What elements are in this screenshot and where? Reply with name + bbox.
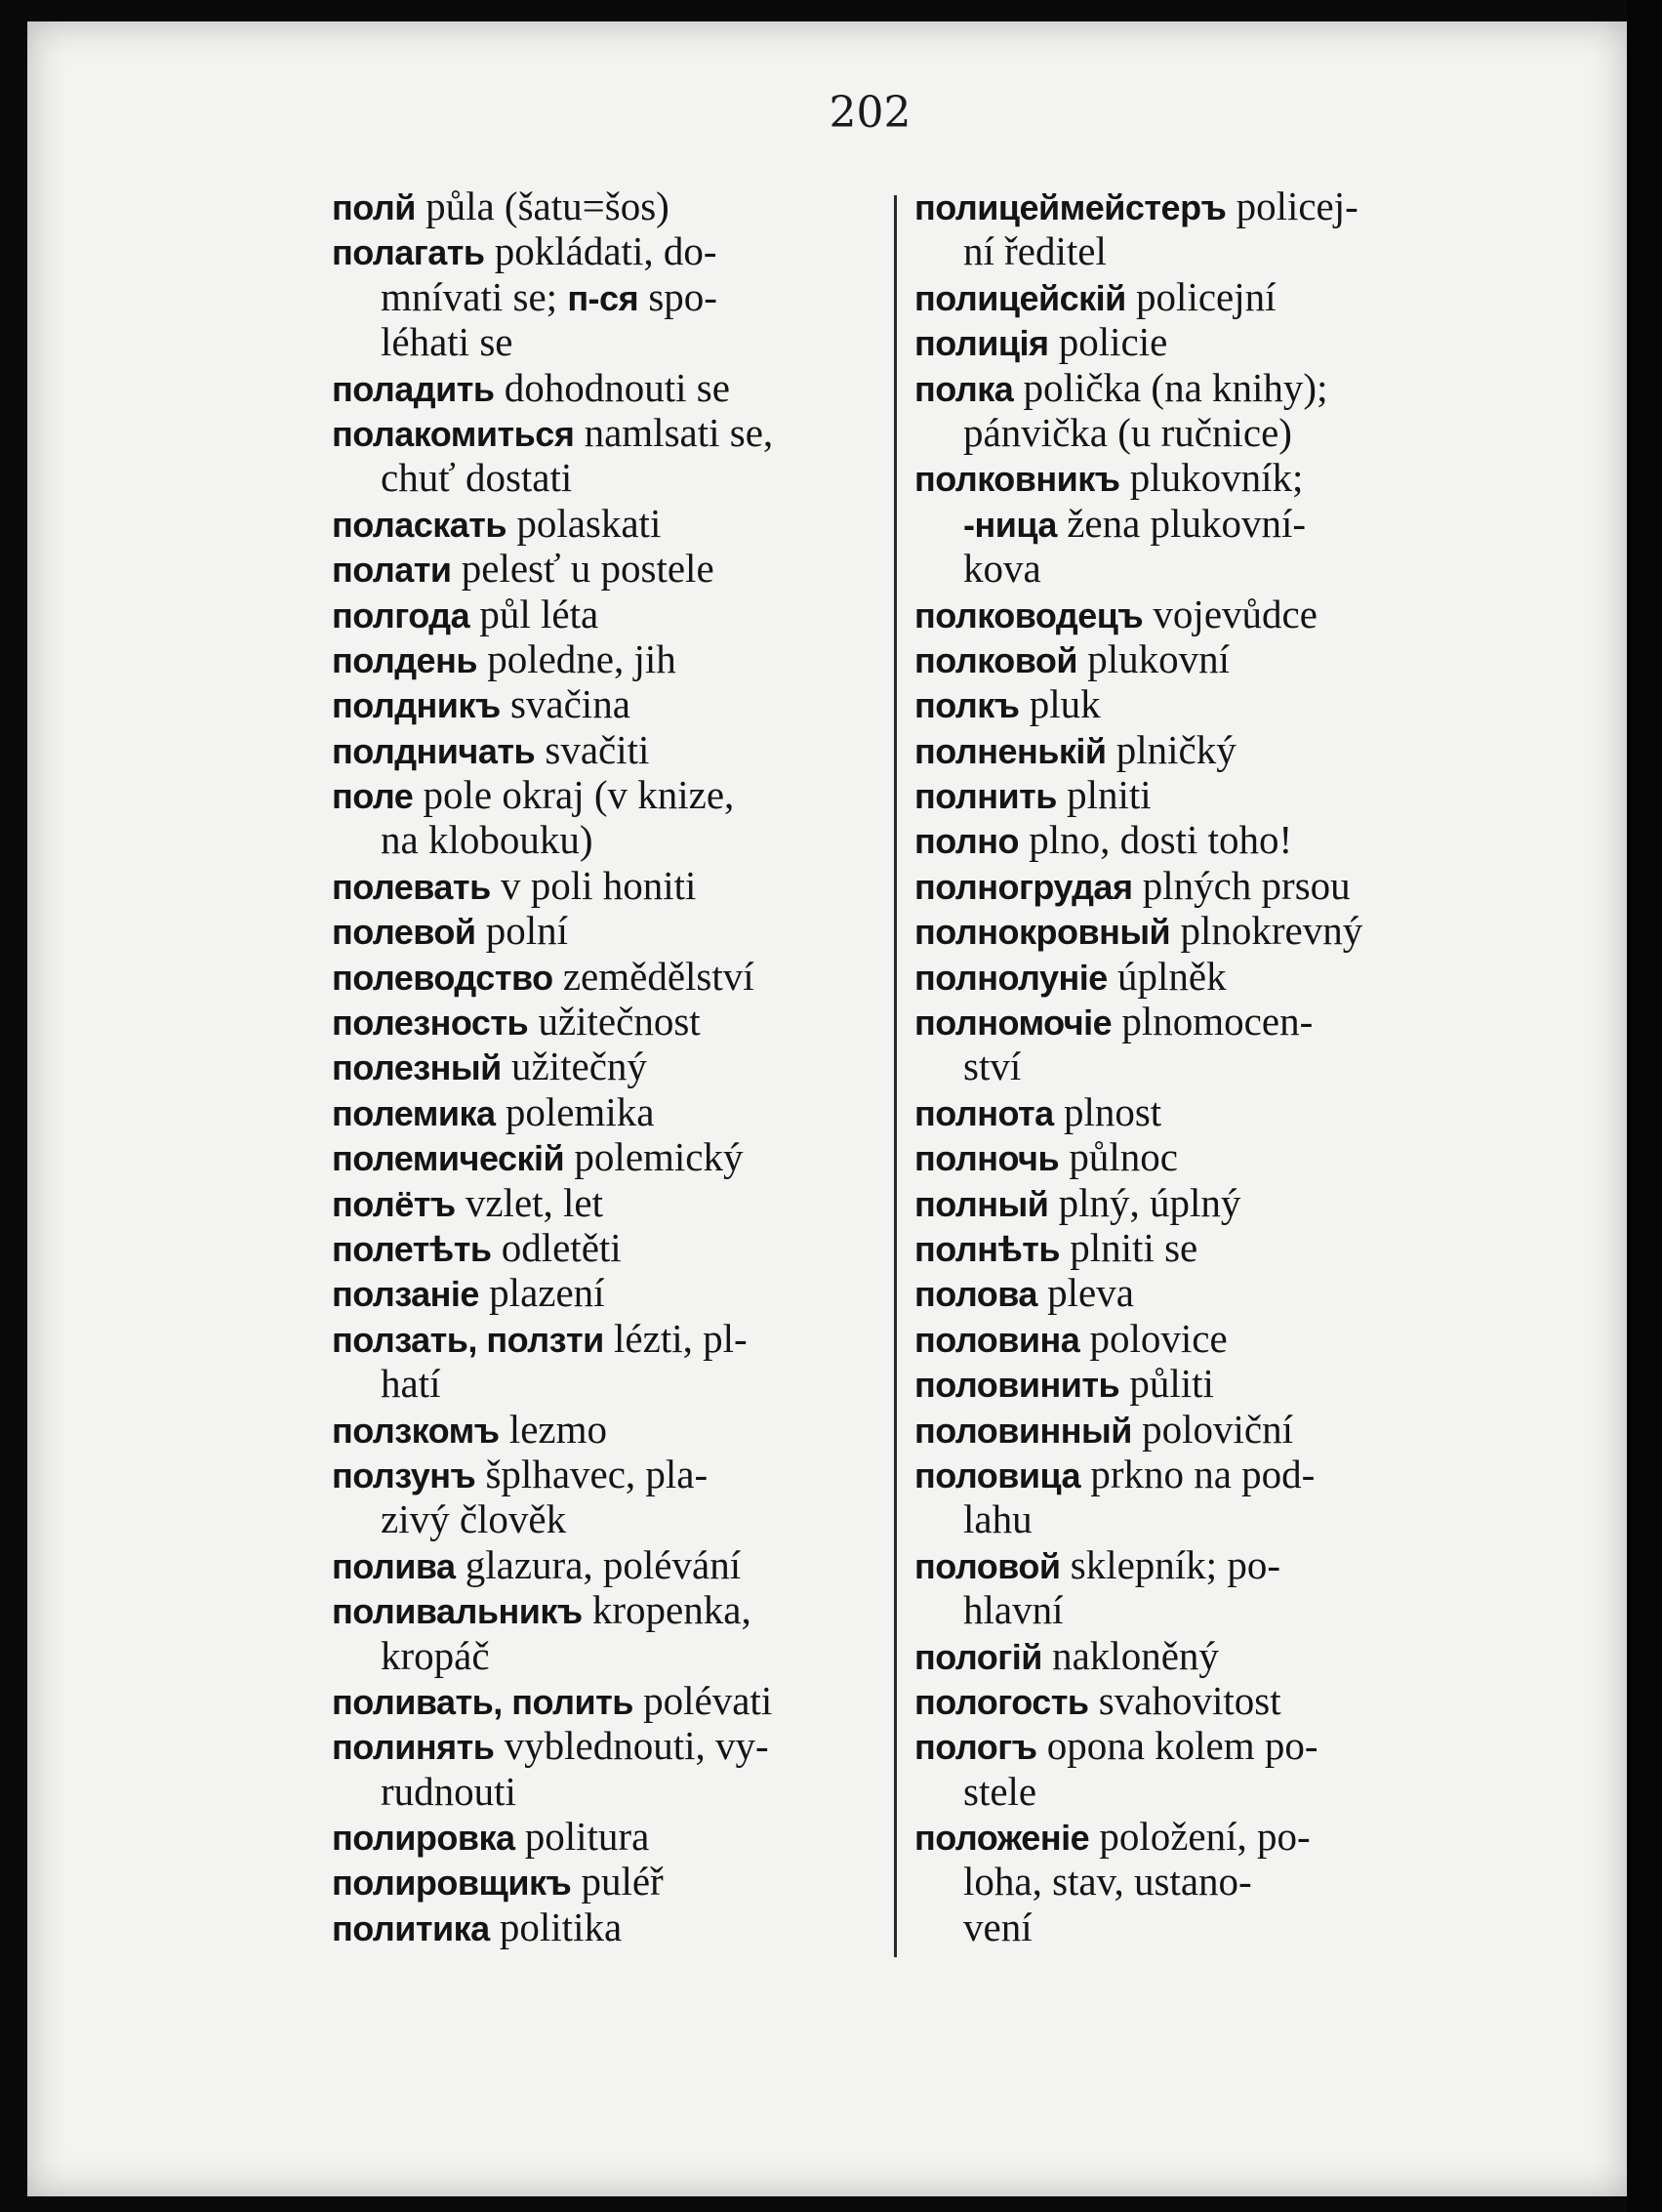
headword: полнѣть [914, 1228, 1061, 1269]
headword: полдень [332, 639, 477, 680]
definition: pole okraj (v knize, [413, 772, 735, 818]
definition: plný, úplný [1048, 1179, 1241, 1225]
definition: plnost [1053, 1088, 1162, 1134]
entry-line [332, 365, 878, 410]
entry-line [332, 772, 878, 817]
definition: mnívati se; [381, 273, 568, 319]
entry-line [914, 636, 1471, 681]
definition: půl léta [469, 591, 599, 636]
definition: ství [963, 1044, 1022, 1089]
headword: п-ся [567, 277, 639, 318]
entry-line [914, 1270, 1471, 1315]
entry-line [332, 1044, 878, 1088]
definition: v poli honiti [490, 862, 697, 908]
definition: plnokrevný [1170, 908, 1363, 954]
definition: chuť dostati [381, 455, 573, 501]
headword: полно [914, 821, 1019, 862]
definition: puléř [571, 1859, 664, 1905]
definition: ní ředitel [963, 228, 1107, 274]
definition: namlsati se, [574, 409, 774, 455]
headword: полкъ [914, 685, 1020, 726]
entry-line [332, 727, 878, 772]
definition: kropáč [381, 1632, 490, 1678]
definition: nakloněný [1041, 1632, 1219, 1678]
definition: polemický [564, 1134, 744, 1180]
entry-line [332, 319, 878, 364]
entry-line [914, 1225, 1471, 1270]
headword: полй [332, 187, 416, 227]
entry-line [914, 1361, 1471, 1406]
headword: полеводство [332, 957, 553, 998]
entry-line [914, 999, 1471, 1044]
definition: polemika [495, 1088, 655, 1134]
definition: polévati [632, 1677, 773, 1723]
entry-line [914, 410, 1471, 455]
headword: -ница [963, 504, 1057, 545]
headword: полётъ [332, 1183, 456, 1224]
definition: úplněk [1107, 953, 1227, 999]
entry-line [332, 455, 878, 500]
definition: vzlet, let [455, 1179, 604, 1225]
definition: polní [475, 908, 569, 954]
scan-edge [1627, 0, 1662, 2212]
headword: поле [332, 776, 414, 817]
headword: поласкать [332, 504, 507, 545]
entry-line [332, 1814, 878, 1859]
definition: plniti se [1060, 1224, 1198, 1270]
definition: lezmo [499, 1406, 607, 1452]
headword: полицеймейстеръ [914, 187, 1227, 227]
entry-line [332, 1316, 878, 1361]
headword: поливальникъ [332, 1591, 583, 1632]
entry-line [332, 592, 878, 636]
headword: половинить [914, 1365, 1120, 1406]
definition: žena plukovní- [1056, 500, 1306, 546]
entry-line [332, 1180, 878, 1225]
headword: полетѣть [332, 1228, 492, 1269]
headword: полдникъ [332, 685, 501, 726]
entry-line [332, 954, 878, 999]
entry-line [332, 410, 878, 455]
definition: svahovitost [1088, 1677, 1281, 1723]
entry-line [914, 817, 1471, 862]
definition: poloviční [1131, 1406, 1293, 1452]
definition: půliti [1119, 1361, 1214, 1407]
entry-line [914, 863, 1471, 908]
headword: полевать [332, 866, 491, 907]
definition: pluk [1019, 681, 1101, 727]
definition: pelesť u postele [451, 546, 714, 592]
headword: полномочіе [914, 1003, 1113, 1044]
entry-line [332, 1225, 878, 1270]
entry-line [332, 228, 878, 273]
headword: полногрудая [914, 866, 1133, 907]
left-column [332, 184, 878, 1949]
definition: plazení [478, 1270, 605, 1316]
definition: zivý člověk [381, 1496, 567, 1542]
entry-line [914, 1542, 1471, 1587]
headword: ползкомъ [332, 1410, 500, 1451]
headword: полезность [332, 1003, 529, 1044]
headword: полагать [332, 232, 485, 273]
headword: полнить [914, 776, 1057, 817]
definition: loha, stav, ustano- [963, 1859, 1252, 1905]
headword: полнота [914, 1092, 1054, 1133]
entry-line [332, 1723, 878, 1768]
entry-line [914, 1407, 1471, 1452]
definition: policie [1048, 319, 1168, 365]
entry-line [914, 1905, 1471, 1949]
entry-line [914, 1633, 1471, 1678]
definition: položení, po- [1089, 1814, 1311, 1860]
entry-line [914, 274, 1471, 319]
entry-line [914, 592, 1471, 636]
entry-line [914, 1044, 1471, 1088]
headword: ползаніе [332, 1274, 479, 1315]
entry-line [332, 1089, 878, 1134]
entry-line [332, 636, 878, 681]
definition: pokládati, do- [484, 228, 717, 274]
definition: svačina [500, 681, 630, 727]
entry-line [332, 184, 878, 228]
entry-line [332, 681, 878, 726]
definition: svačiti [535, 726, 650, 772]
entry-line [332, 1270, 878, 1315]
headword: половица [914, 1454, 1081, 1495]
definition: spo- [638, 273, 717, 319]
definition: vyblednouti, vy- [494, 1723, 769, 1769]
entry-line [332, 1542, 878, 1587]
definition: užitečný [501, 1044, 647, 1089]
headword: ползать, ползти [332, 1319, 604, 1360]
definition: na klobouku) [381, 817, 593, 863]
entry-line [914, 1452, 1471, 1496]
entry-line [914, 1496, 1471, 1541]
entry-line [332, 1769, 878, 1814]
entry-line [914, 1859, 1471, 1904]
definition: poledne, jih [476, 635, 676, 681]
headword: полиція [914, 323, 1049, 364]
headword: полночь [914, 1138, 1060, 1179]
entry-line [914, 772, 1471, 817]
entry-line [332, 1134, 878, 1179]
headword: полицейскій [914, 277, 1126, 318]
definition: prkno na pod- [1080, 1451, 1316, 1496]
headword: полинять [332, 1727, 495, 1768]
definition: plno, dosti toho! [1018, 817, 1293, 863]
headword: полемическій [332, 1138, 565, 1179]
headword: ползунъ [332, 1454, 476, 1495]
headword: полководецъ [914, 594, 1144, 635]
headword: полковникъ [914, 459, 1120, 500]
headword: полати [332, 550, 452, 591]
entry-line [914, 319, 1471, 364]
headword: политика [332, 1907, 490, 1948]
definition: hatí [381, 1361, 441, 1407]
definition: odletěti [491, 1224, 622, 1270]
entry-line [914, 727, 1471, 772]
entry-line [914, 1134, 1471, 1179]
headword: полковой [914, 639, 1078, 680]
entry-line [914, 546, 1471, 591]
definition: lézti, pl- [603, 1315, 748, 1361]
entry-line [914, 184, 1471, 228]
definition: šplhavec, pla- [475, 1451, 709, 1496]
entry-line [332, 274, 878, 319]
headword: полезный [332, 1047, 502, 1088]
entry-line [332, 908, 878, 953]
headword: полный [914, 1183, 1049, 1224]
definition: vojevůdce [1143, 591, 1317, 636]
headword: пологъ [914, 1727, 1037, 1768]
headword: поливать, полить [332, 1681, 633, 1722]
headword: половина [914, 1319, 1080, 1360]
definition: kova [963, 546, 1041, 592]
definition: polička (na knihy); [1013, 364, 1328, 410]
entry-line [332, 1407, 878, 1452]
definition: rudnouti [381, 1768, 516, 1814]
headword: поладить [332, 368, 495, 409]
definition: plukovník; [1119, 455, 1304, 501]
right-column [914, 184, 1471, 1949]
definition: polaskati [507, 500, 662, 546]
entry-line [914, 455, 1471, 500]
definition: kropenka, [582, 1587, 751, 1633]
headword: полемика [332, 1092, 496, 1133]
headword: пологій [914, 1636, 1042, 1677]
entry-line [914, 681, 1471, 726]
entry-line [332, 1905, 878, 1949]
headword: положеніе [914, 1818, 1090, 1859]
definition: plničký [1106, 726, 1236, 772]
headword: полировка [332, 1818, 515, 1859]
entry-line [914, 501, 1471, 546]
definition: pleva [1036, 1270, 1134, 1316]
entry-line [332, 1678, 878, 1723]
definition: politika [489, 1904, 623, 1949]
definition: dohodnouti se [494, 364, 730, 410]
headword: полировщикъ [332, 1863, 572, 1904]
entry-line [914, 954, 1471, 999]
definition: stele [963, 1768, 1037, 1814]
page-number: 202 [829, 88, 912, 138]
entry-line [332, 1633, 878, 1678]
entry-line [914, 1678, 1471, 1723]
definition: léhati se [381, 319, 513, 365]
headword: половой [914, 1545, 1061, 1586]
entry-line [332, 1496, 878, 1541]
definition: plukovní [1077, 635, 1231, 681]
entry-line [914, 1769, 1471, 1814]
headword: полова [914, 1274, 1037, 1315]
definition: půla (šatu=šos) [415, 184, 669, 228]
headword: половинный [914, 1410, 1132, 1451]
entry-line [332, 501, 878, 546]
entry-line [332, 1859, 878, 1904]
entry-line [914, 1089, 1471, 1134]
definition: plniti [1056, 772, 1152, 818]
definition: vení [963, 1904, 1033, 1949]
definition: lahu [963, 1496, 1033, 1542]
entry-line [914, 228, 1471, 273]
definition: politura [514, 1814, 650, 1860]
headword: полнолуніе [914, 957, 1108, 998]
entry-line [914, 908, 1471, 953]
definition: policej- [1226, 184, 1358, 228]
headword: полива [332, 1545, 456, 1586]
column-divider [894, 195, 897, 1957]
headword: пологость [914, 1681, 1089, 1722]
definition: plnomocen- [1112, 999, 1314, 1045]
definition: plných prsou [1132, 862, 1351, 908]
entry-line [332, 999, 878, 1044]
entry-line [914, 1814, 1471, 1859]
entry-line [914, 1316, 1471, 1361]
entry-line [332, 1587, 878, 1632]
definition: pánvička (u ručnice) [963, 409, 1292, 455]
entry-line [332, 546, 878, 591]
entry-line [914, 365, 1471, 410]
definition: sklepník; po- [1060, 1541, 1280, 1587]
entry-line [332, 1361, 878, 1406]
headword: полгода [332, 594, 470, 635]
entry-line [914, 1180, 1471, 1225]
definition: policejní [1125, 273, 1277, 319]
entry-line [332, 1452, 878, 1496]
headword: полка [914, 368, 1014, 409]
definition: glazura, polévání [455, 1541, 742, 1587]
definition: půlnoc [1059, 1134, 1178, 1180]
definition: polovice [1079, 1315, 1228, 1361]
definition: hlavní [963, 1587, 1064, 1633]
entry-line [332, 863, 878, 908]
headword: полевой [332, 912, 476, 953]
definition: zemědělství [552, 953, 754, 999]
entry-line [332, 817, 878, 862]
entry-line [914, 1587, 1471, 1632]
headword: полненькій [914, 730, 1107, 771]
headword: полнокровный [914, 912, 1171, 953]
definition: opona kolem po- [1036, 1723, 1318, 1769]
headword: полакомиться [332, 413, 575, 454]
entry-line [914, 1723, 1471, 1768]
headword: полдничать [332, 730, 536, 771]
definition: užitečnost [528, 999, 701, 1045]
